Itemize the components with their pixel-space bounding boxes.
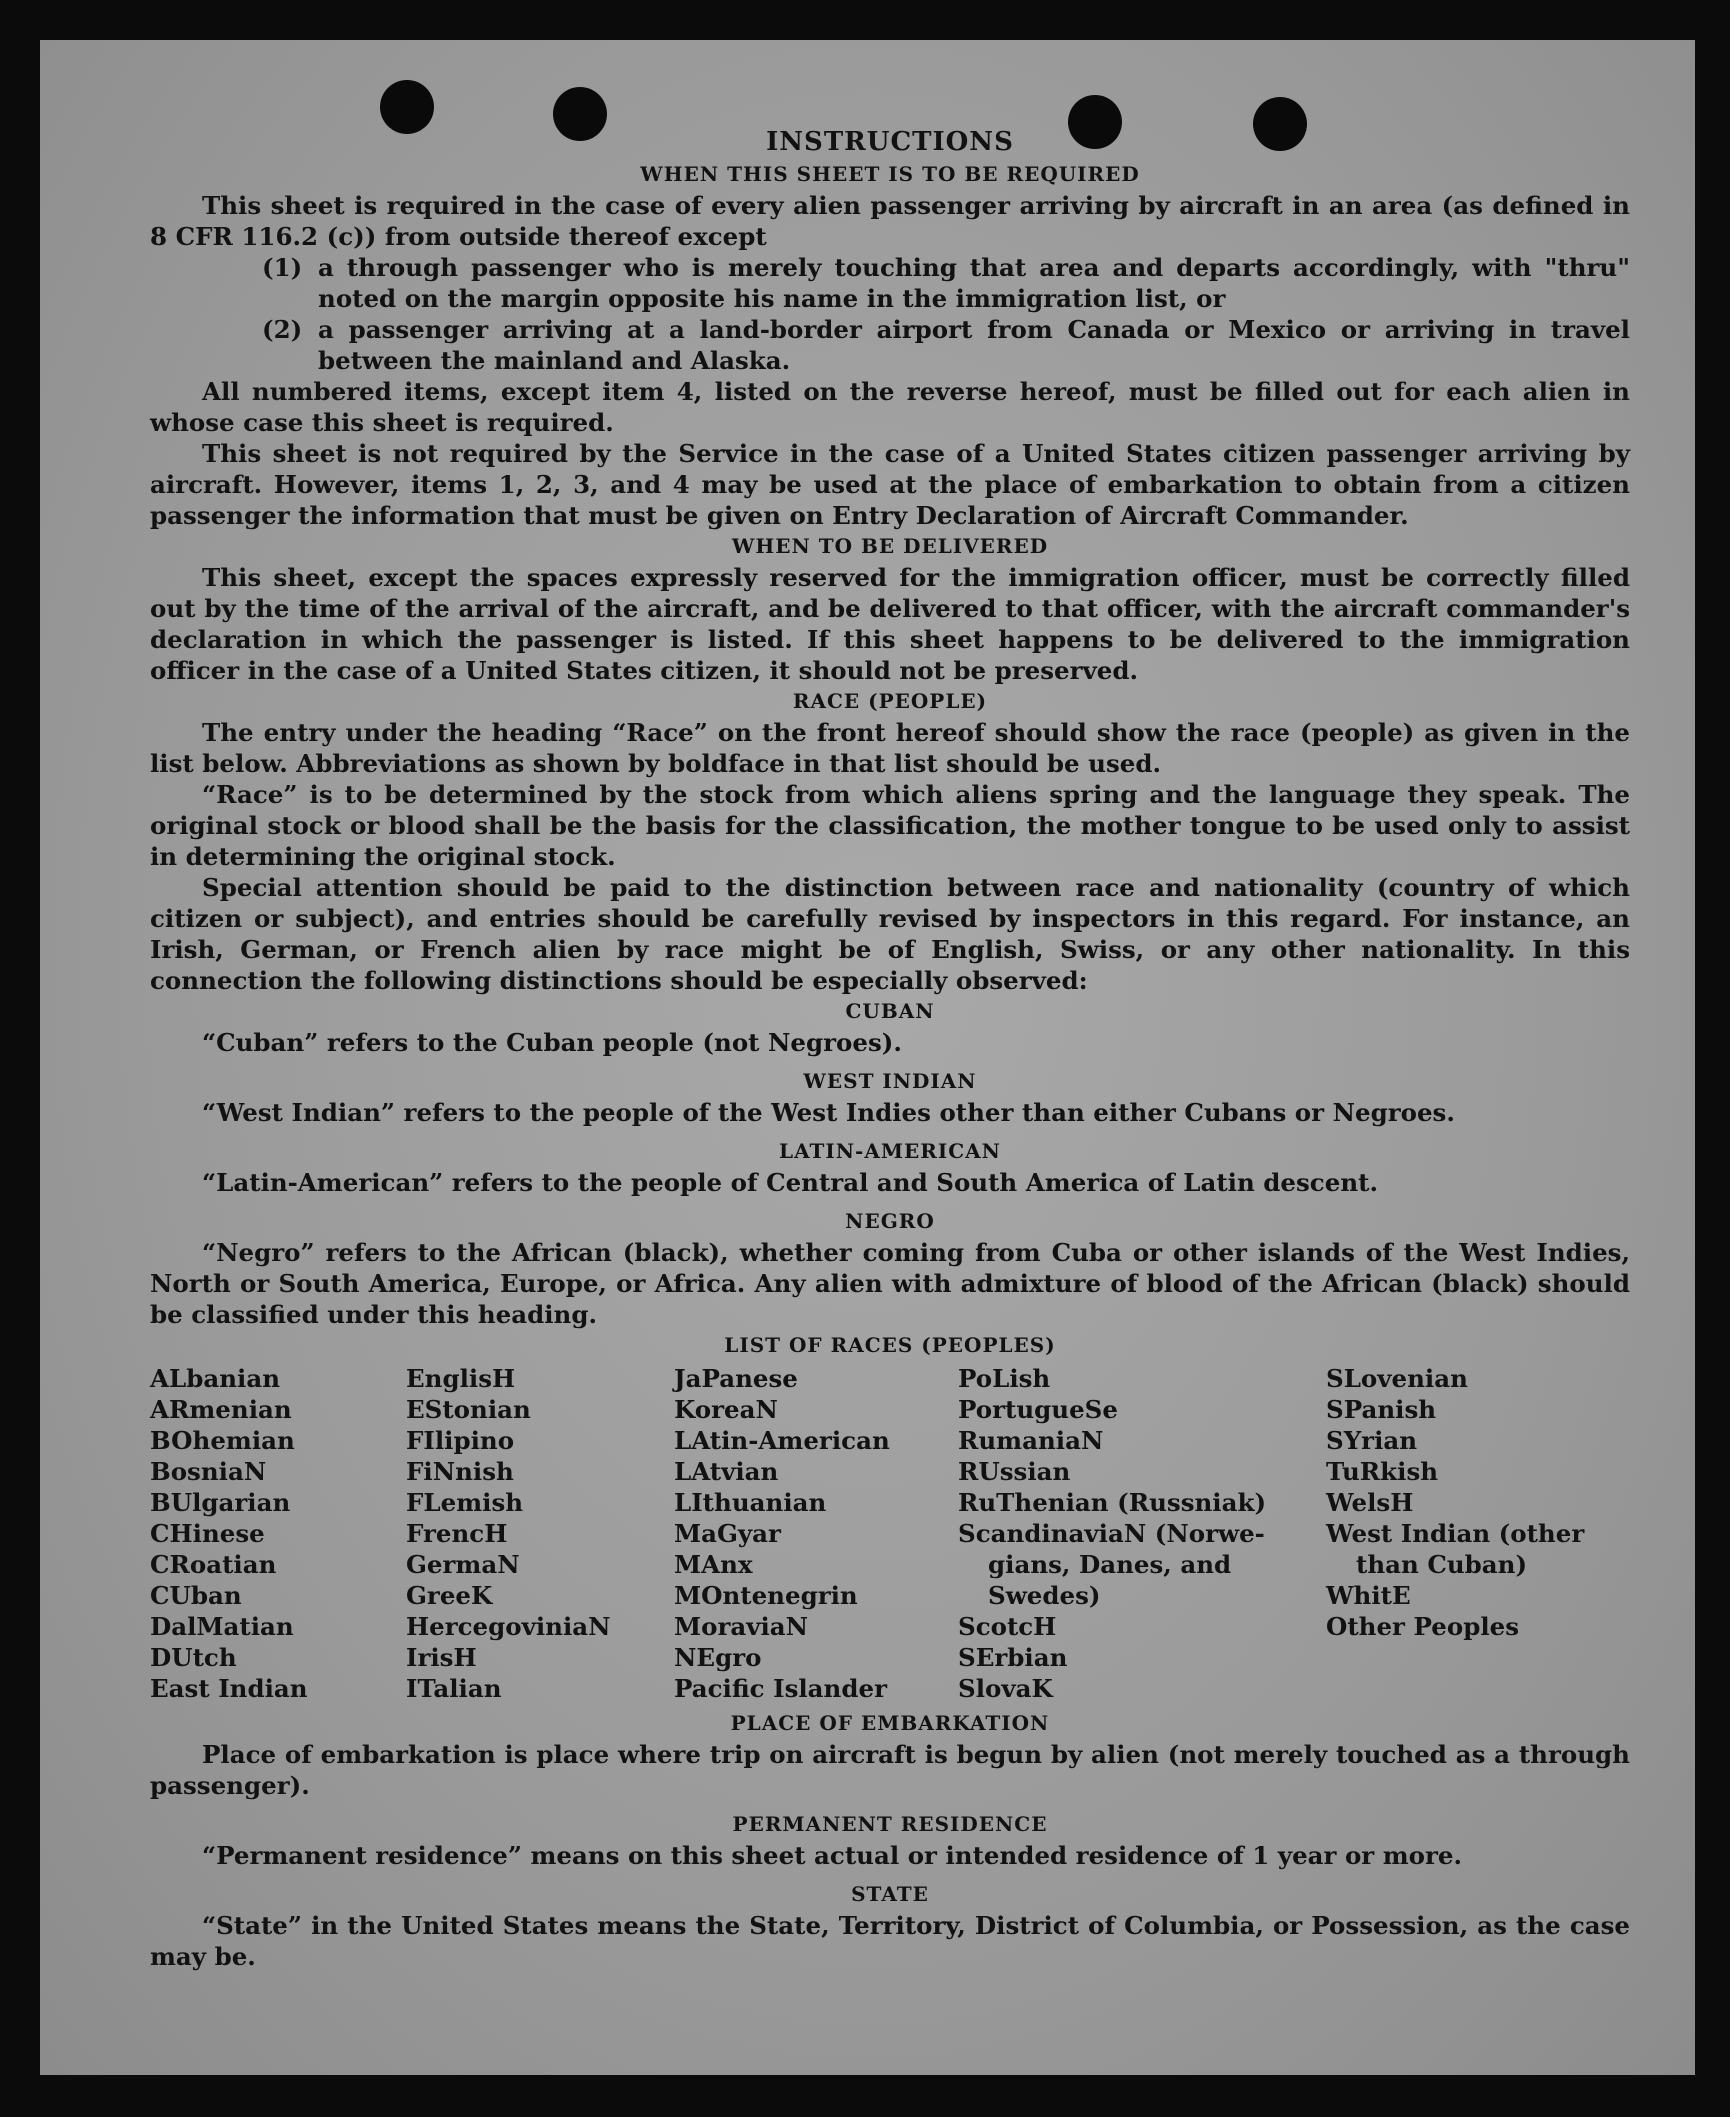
race-entry: EnglisH (406, 1364, 516, 1393)
paragraph-delivered: This sheet, except the spaces expressly reserved for the immigration officer, must be correctly filled out by the time of the arrival of the aircraft, and be delivered to that officer, with the aircraft commander's declaration in which the passenger is listed. If this sheet happens to be delivered to the immigration officer in the case of a United States citizen, it should not be preserved. (150, 563, 1630, 685)
race-entry: ScotcH (958, 1612, 1057, 1641)
paragraph-required: This sheet is required in the case of every alien passenger arriving by aircraft in an area (as defined in 8 CFR 116.2 (c)) from outside thereof except (150, 191, 1630, 251)
instructions-body (150, 125, 1630, 1972)
race-entry: SlovaK (958, 1674, 1053, 1703)
paragraph-race-1: The entry under the heading “Race” on the front hereof should show the race (people) as given in the list below. Abbreviations as shown by boldface in that list should be used. (150, 718, 1630, 778)
race-entry: LIthuanian (674, 1488, 827, 1517)
race-entry: GermaN (406, 1550, 520, 1579)
race-entry: West Indian (other (1326, 1519, 1585, 1548)
race-entry: KoreaN (674, 1395, 778, 1424)
race-entry: Swedes) (988, 1581, 1101, 1610)
race-entry: LAtin-American (674, 1426, 890, 1455)
race-entry: CUban (150, 1581, 242, 1610)
heading-race: RACE (PEOPLE) (792, 689, 988, 713)
race-entry: BUlgarian (150, 1488, 291, 1517)
paragraph-state: “State” in the United States means the State, Territory, District of Columbia, or Possession, as the case may be. (150, 1911, 1630, 1971)
race-entry: ALbanian (150, 1364, 281, 1393)
race-entry: PortugueSe (958, 1395, 1118, 1424)
race-entry: MaGyar (674, 1519, 781, 1548)
race-entry: EStonian (406, 1395, 531, 1424)
page-title: INSTRUCTIONS (766, 127, 1014, 157)
heading-list-of-races: LIST OF RACES (PEOPLES) (724, 1333, 1056, 1357)
race-entry: FrencH (406, 1519, 508, 1548)
race-entry: CRoatian (150, 1550, 277, 1579)
race-entry: CHinese (150, 1519, 265, 1548)
race-entry: ITalian (406, 1674, 502, 1703)
paragraph-citizen: This sheet is not required by the Service in the case of a United States citizen passenger arriving by aircraft. However, items 1, 2, 3, and 4 may be used at the place of embarkation to obtain from a citizen passenger the information that must be given on Entry Declaration of Aircraft Commander. (150, 439, 1630, 530)
races-column-3 (674, 1363, 958, 1704)
heading-place-of-embarkation: PLACE OF EMBARKATION (730, 1711, 1050, 1735)
item-number: (2) (262, 315, 303, 344)
races-column-5 (1326, 1363, 1626, 1704)
paragraph-race-3: Special attention should be paid to the distinction between race and nationality (country of which citizen or subject), and entries should be carefully revised by inspectors in this regard. For instance, an Irish, German, or French alien by race might be of English, Swiss, or any other nationality. In this connection the following distinctions should be especially observed: (150, 873, 1630, 995)
heading-when-delivered: WHEN TO BE DELIVERED (731, 534, 1049, 558)
paragraph-west-indian: “West Indian” refers to the people of the West Indies other than either Cubans or Negroes. (202, 1098, 1455, 1127)
race-entry: MOntenegrin (674, 1581, 858, 1610)
race-entry: Other Peoples (1326, 1612, 1520, 1641)
race-entry: JaPanese (674, 1364, 798, 1393)
races-column-1 (150, 1363, 406, 1704)
race-entry: SYrian (1326, 1426, 1418, 1455)
paragraph-residence: “Permanent residence” means on this sheet actual or intended residence of 1 year or more. (202, 1841, 1463, 1870)
race-entry: ScandinaviaN (Norwe- (958, 1519, 1265, 1548)
race-entry: GreeK (406, 1581, 493, 1610)
heading-permanent-residence: PERMANENT RESIDENCE (732, 1812, 1048, 1836)
race-entry: RuThenian (Russniak) (958, 1488, 1267, 1517)
race-entry: DUtch (150, 1643, 237, 1672)
race-entry: BOhemian (150, 1426, 295, 1455)
race-entry: ARmenian (150, 1395, 292, 1424)
heading-west-indian: WEST INDIAN (803, 1069, 977, 1093)
race-entry: NEgro (674, 1643, 762, 1672)
heading-negro: NEGRO (845, 1209, 935, 1233)
race-entry: Pacific Islander (674, 1674, 887, 1703)
race-entry: IrisH (406, 1643, 477, 1672)
heading-latin-american: LATIN-AMERICAN (779, 1139, 1001, 1163)
race-entry: PoLish (958, 1364, 1051, 1393)
race-entry: TuRkish (1326, 1457, 1439, 1486)
race-entry: SErbian (958, 1643, 1068, 1672)
exception-item-1 (262, 252, 1630, 314)
paragraph-latin-american: “Latin-American” refers to the people of Central and South America of Latin descent. (202, 1168, 1378, 1197)
races-column-4 (958, 1363, 1326, 1704)
race-entry: HercegoviniaN (406, 1612, 611, 1641)
race-entry: East Indian (150, 1674, 308, 1703)
paragraph-race-2: “Race” is to be determined by the stock from which aliens spring and the language they speak. The original stock or blood shall be the basis for the classification, the mother tongue to be used only to assist in determining the original stock. (150, 780, 1630, 871)
race-entry: RUssian (958, 1457, 1071, 1486)
race-entry: FiNnish (406, 1457, 514, 1486)
race-entry: SPanish (1326, 1395, 1437, 1424)
item-number: (1) (262, 253, 303, 282)
item-text: a through passenger who is merely touching that area and departs accordingly, with "thru" noted on the margin opposite his name in the immigration list, or (318, 253, 1630, 313)
race-entry: WelsH (1326, 1488, 1414, 1517)
heading-cuban: CUBAN (845, 999, 935, 1023)
race-entry: than Cuban) (1356, 1550, 1528, 1579)
race-entry: WhitE (1326, 1581, 1411, 1610)
race-entry: BosniaN (150, 1457, 267, 1486)
paragraph-numbered-items: All numbered items, except item 4, listed on the reverse hereof, must be filled out for each alien in whose case this sheet is required. (150, 377, 1630, 437)
paragraph-embarkation: Place of embarkation is place where trip on aircraft is begun by alien (not merely touched as a through passenger). (150, 1740, 1630, 1800)
races-list (150, 1363, 1630, 1704)
heading-when-required: WHEN THIS SHEET IS TO BE REQUIRED (640, 162, 1140, 186)
race-entry: FIlipino (406, 1426, 515, 1455)
race-entry: SLovenian (1326, 1364, 1468, 1393)
paragraph-cuban: “Cuban” refers to the Cuban people (not Negroes). (202, 1028, 902, 1057)
race-entry: LAtvian (674, 1457, 779, 1486)
item-text: a passenger arriving at a land-border airport from Canada or Mexico or arriving in travel between the mainland and Alaska. (318, 315, 1630, 375)
paragraph-negro: “Negro” refers to the African (black), whether coming from Cuba or other islands of the West Indies, North or South America, Europe, or Africa. Any alien with admixture of blood of the African (black) should be classified under this heading. (150, 1238, 1630, 1329)
document-sheet (40, 40, 1695, 2075)
race-entry: DalMatian (150, 1612, 294, 1641)
exception-item-2 (262, 314, 1630, 376)
race-entry: RumaniaN (958, 1426, 1104, 1455)
race-entry: MoraviaN (674, 1612, 809, 1641)
heading-state: STATE (851, 1882, 929, 1906)
race-entry: FLemish (406, 1488, 524, 1517)
race-entry: MAnx (674, 1550, 753, 1579)
races-column-2 (406, 1363, 674, 1704)
race-entry: gians, Danes, and (988, 1550, 1232, 1579)
